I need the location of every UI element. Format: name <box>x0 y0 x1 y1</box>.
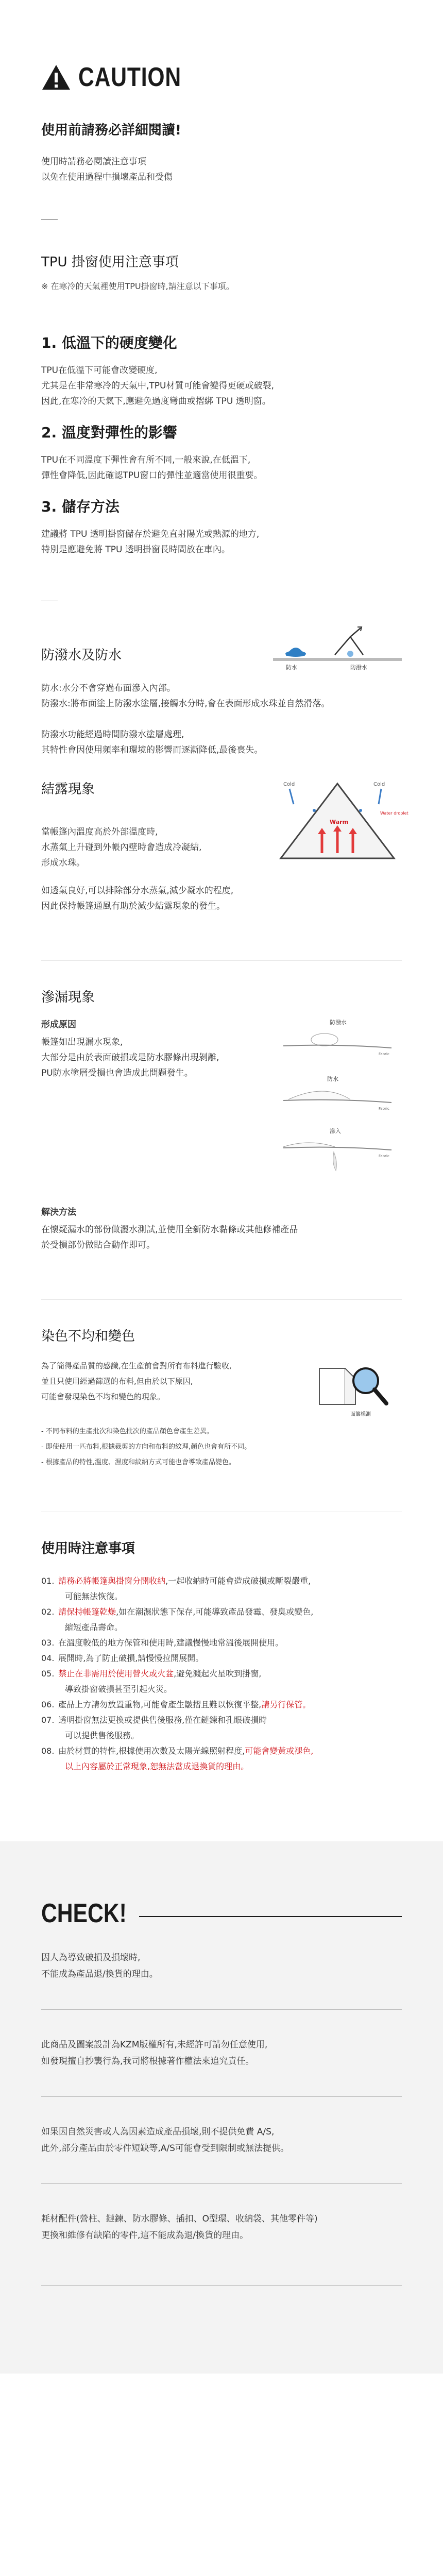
tpu-note: ※ 在寒冷的天氣裡使用TPU掛窗時,請注意以下事項。 <box>41 281 234 291</box>
label-fabric: Fabric <box>379 1154 389 1158</box>
label-fabric: Fabric <box>379 1107 389 1111</box>
dye-line: 並且只使用經過篩選的布料,但由於以下原因, <box>41 1377 193 1386</box>
usage-item-number: 08. <box>41 1746 55 1756</box>
intro-line: 使用時請務必閱讀注意事項 <box>41 157 146 167</box>
usage-item <box>41 1743 402 1774</box>
leak-title: 滲漏現象 <box>41 990 95 1005</box>
dye-bullet: - 根據產品的特性,溫度、濕度和紋納方式可能也會導致產品變色。 <box>41 1459 235 1466</box>
usage-item-text: ,如在潮濕狀態下保存,可能導致產品發霉、發臭或變色, <box>116 1607 314 1617</box>
check-bottom-line <box>41 2285 402 2286</box>
usage-item-number: 04. <box>41 1653 55 1663</box>
condensation-line: 當帳篷內溫度高於外部溫度時, <box>41 827 158 837</box>
label-repellent: 防潑水 <box>330 1019 347 1026</box>
tpu-line: TPU在不同溫度下彈性會有所不同,一般來說,在低溫下, <box>41 455 251 465</box>
usage-item-subtext: 可以提供售後服務。 <box>65 1731 140 1740</box>
check-line: 不能成為產品退/換貨的理由。 <box>41 1969 158 1979</box>
leak-line: 帳篷如出現漏水現象, <box>41 1037 123 1047</box>
leak-diagram <box>273 1017 402 1187</box>
label-water-repellent: 防潑水 <box>350 664 367 671</box>
usage-item-subtext: 導致掛窗破損甚至引起火災。 <box>65 1684 173 1694</box>
usage-item <box>41 1635 402 1651</box>
label-water-droplet: Water droplet <box>380 811 408 816</box>
condensation-diagram <box>273 778 408 866</box>
check-line: 如果因自然災害或人為因素造成產品損壞,則不提供免費 A/S, <box>41 2127 275 2137</box>
tpu-line: TPU在低溫下可能會改變硬度, <box>41 365 158 376</box>
usage-item-number: 03. <box>41 1638 55 1648</box>
leak-line: 於受損部份做貼合動作即可。 <box>41 1240 155 1250</box>
waterproof-line: 防潑水功能經過時間防潑水塗層處理, <box>41 730 184 740</box>
check-line: 此商品及圖案設計為KZM版權所有,未經許可請勿任意使用, <box>41 2040 268 2050</box>
usage-title: 使用時注意事項 <box>41 1541 135 1556</box>
caution-title: CAUTION <box>78 62 181 92</box>
intro-line: 以免在使用過程中損壞產品和受傷 <box>41 172 173 182</box>
usage-item-subtext: 以上內容屬於正常現象,恕無法當成退換貨的理由。 <box>65 1761 249 1771</box>
tpu-title: TPU 掛窗使用注意事項 <box>41 255 179 270</box>
condensation-line: 形成水珠。 <box>41 858 85 868</box>
check-divider <box>41 2183 402 2184</box>
usage-item <box>41 1666 402 1697</box>
usage-list <box>41 1573 402 1774</box>
tpu-section-1-title: 1. 低溫下的硬度變化 <box>41 334 177 351</box>
label-fabric: Fabric <box>379 1052 389 1056</box>
leak-line: 大部分是由於表面破損或是防水膠條出現剝離, <box>41 1053 219 1063</box>
leak-fix-title: 解決方法 <box>41 1207 76 1217</box>
usage-item-text: 透明掛窗無法更換或提供售後服務,僅在鏈鍊和孔眼破損時 <box>58 1715 267 1725</box>
usage-item <box>41 1604 402 1635</box>
usage-item <box>41 1573 402 1604</box>
dye-bullet: - 即使使用一匹布料,根據裁剪的方向和布料的紋理,顏色也會有所不同。 <box>41 1443 251 1451</box>
check-divider <box>41 2096 402 2097</box>
usage-item-subtext: 可能無法恢復。 <box>65 1591 123 1601</box>
tpu-section-2-title: 2. 溫度對彈性的影響 <box>41 424 177 441</box>
tpu-section-3-title: 3. 儲存方法 <box>41 498 120 515</box>
usage-item-highlight: 可能會變黃或褪色, <box>245 1746 314 1756</box>
check-line: 耗材配件(營柱、鏈鍊、防水膠條、插扣、O型環、收納袋、其他零件等) <box>41 2214 318 2224</box>
check-line: 如發現擅自抄襲行為,我司將根據著作權法來追究責任。 <box>41 2056 254 2066</box>
usage-item-highlight: 請保持帳篷乾燥 <box>58 1607 116 1617</box>
check-line: 因人為導致破損及損壞時, <box>41 1953 141 1963</box>
section-divider <box>41 960 402 961</box>
dye-line: 可能會發現染色不均和變色的現象。 <box>41 1392 165 1401</box>
usage-item-number: 02. <box>41 1607 55 1617</box>
leak-line: PU防水塗層受損也會造成此問題發生。 <box>41 1068 193 1078</box>
condensation-line: 如透氣良好,可以排除部分水蒸氣,減少凝水的程度, <box>41 886 234 896</box>
label-cold-left: Cold <box>283 782 295 787</box>
dye-figure <box>273 1358 402 1420</box>
tpu-line: 因此,在寒冷的天氣下,應避免過度彎曲或摺綁 TPU 透明窗。 <box>41 396 271 406</box>
tpu-line: 特別是應避免將 TPU 透明掛窗長時間放在車內。 <box>41 545 230 555</box>
condensation-line: 水蒸氣上升碰到外帳內壁時會造成冷凝結, <box>41 842 202 853</box>
label-waterproof: 防水 <box>286 664 297 671</box>
check-title-line <box>139 1916 402 1917</box>
check-divider <box>41 2009 402 2010</box>
usage-item-number: 07. <box>41 1715 55 1725</box>
dye-bullet: - 不同布料的生產批次和染色批次的產品顏色會產生差異。 <box>41 1428 213 1435</box>
main-heading: 使用前請務必詳細閱讀! <box>41 123 181 138</box>
tpu-line: 彈性會降低,因此確認TPU窗口的彈性並適當使用很重要。 <box>41 470 263 481</box>
usage-item-highlight: 請另行保管。 <box>261 1700 311 1709</box>
label-proof: 防水 <box>327 1076 338 1082</box>
waterproof-title: 防潑水及防水 <box>41 648 122 663</box>
tpu-line: 尤其是在非常寒冷的天氣中,TPU材質可能會變得更硬或破裂, <box>41 381 274 391</box>
section-divider <box>41 1299 402 1300</box>
usage-item-highlight: 禁止在非需用於使用營火或火盆 <box>58 1669 174 1679</box>
label-seep: 滲入 <box>330 1128 341 1134</box>
label-cold-right: Cold <box>373 782 385 787</box>
usage-item-number: 05. <box>41 1669 55 1679</box>
usage-item-text: 由於材質的特性,根據使用次數及太陽光線照射程度, <box>58 1746 245 1756</box>
usage-item-text: ,一起收納時可能會造成破損或斷裂嚴重, <box>165 1576 311 1586</box>
dye-line: 為了簡得產品質的感識,在生產前會對所有布料進行驗收, <box>41 1361 232 1370</box>
condensation-title: 結露現象 <box>41 782 95 797</box>
leak-cause-title: 形成原因 <box>41 1020 76 1030</box>
dye-title: 染色不均和變色 <box>41 1329 135 1344</box>
caution-header <box>41 0 402 93</box>
waterproof-line: 其特性會因使用頻率和環境的影響而逐漸降低,最後喪失。 <box>41 745 263 755</box>
usage-item-highlight: 請務必將帳篷與掛窗分開收納 <box>58 1576 166 1586</box>
leak-line: 在懷疑漏水的部份做灑水測試,並使用全新防水黏條或其他修補產品 <box>41 1225 298 1235</box>
usage-item-number: 06. <box>41 1700 55 1709</box>
check-section <box>0 1841 443 2374</box>
warning-icon <box>41 64 71 91</box>
usage-item <box>41 1713 402 1743</box>
usage-item-subtext: 縮短產品壽命。 <box>65 1622 123 1632</box>
waterproof-line: 防水:水分不會穿過布面滲入內部。 <box>41 683 176 693</box>
usage-item <box>41 1651 402 1666</box>
usage-item <box>41 1697 402 1713</box>
condensation-line: 因此保持帳篷通風有助於減少結露現象的發生。 <box>41 901 225 911</box>
usage-item-text: 在溫度較低的地方保管和使用時,建議慢慢地常溫後展開使用。 <box>58 1638 284 1648</box>
check-line: 此外,部分產品由於零件短缺等,A/S可能會受到限制或無法提供。 <box>41 2143 289 2154</box>
usage-item-text: ,避免濺起火星吹到掛窗, <box>174 1669 262 1679</box>
tpu-line: 建議將 TPU 透明掛窗儲存於避免直射陽光或熱源的地方, <box>41 529 260 539</box>
usage-item-text: 展開時,為了防止破損,請慢慢拉開展開。 <box>58 1653 204 1663</box>
waterproof-line: 防潑水:將布面塗上防潑水塗層,接觸水分時,會在表面形成水珠並自然滑落。 <box>41 699 330 709</box>
label-warm: Warm <box>330 819 349 825</box>
check-line: 更換和維修有缺陷的零件,這不能成為退/換貨的理由。 <box>41 2230 249 2241</box>
dye-figure-label: 面簾樣測 <box>350 1412 371 1417</box>
check-title: CHECK! <box>41 1899 127 1928</box>
waterproof-diagram <box>273 624 402 675</box>
usage-item-number: 01. <box>41 1576 55 1586</box>
usage-item-text: 產品上方請勿放置重物,可能會產生皺摺且難以恢復平整, <box>58 1700 262 1709</box>
